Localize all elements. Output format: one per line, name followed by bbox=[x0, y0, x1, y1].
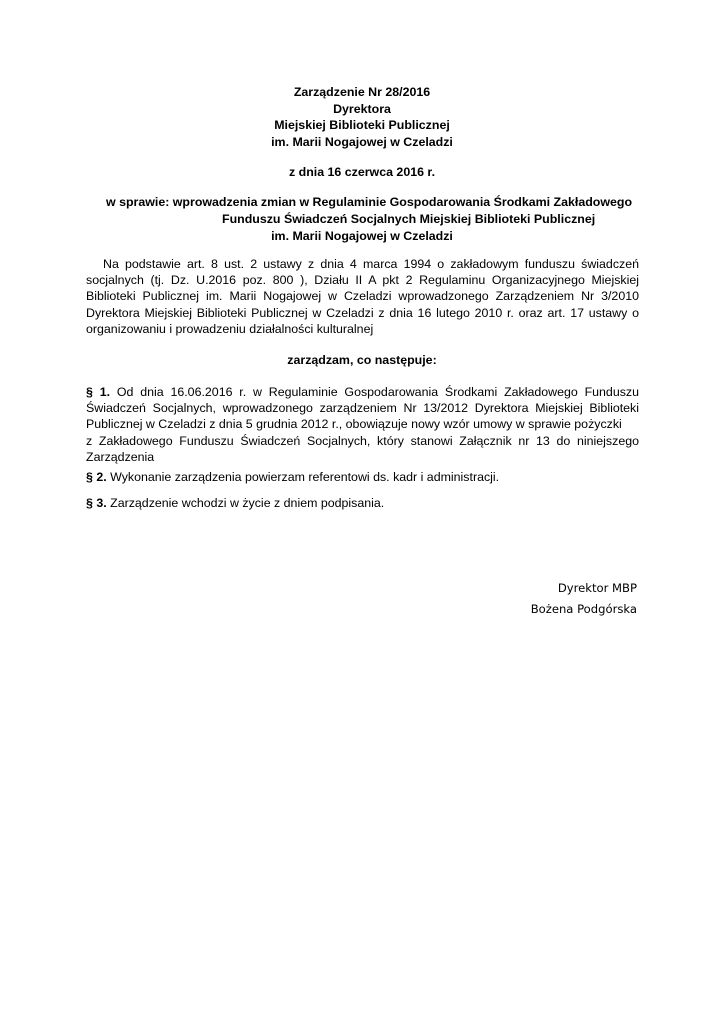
section-1-text: Od dnia 16.06.2016 r. w Regulaminie Gospodarowania Środkami Zakładowego Funduszu bbox=[116, 385, 639, 399]
subject-line-3: im. Marii Nogajowej w Czeladzi bbox=[271, 229, 453, 243]
decree-statement: zarządzam, co następuje: bbox=[287, 353, 437, 367]
decree-number: Zarządzenie Nr 28/2016 bbox=[293, 85, 431, 99]
subject-line-2: Funduszu Świadczeń Socjalnych Miejskiej Biblioteki Publicznej bbox=[222, 212, 596, 226]
legal-basis-paragraph bbox=[86, 256, 639, 337]
legal-basis-line: socjalnych (tj. Dz. U.2016 poz. 800 ), Działu II A pkt 2 Regulaminu Organizacyjnego Miejskiej bbox=[86, 273, 639, 288]
decree-date: z dnia 16 czerwca 2016 r. bbox=[288, 165, 436, 179]
section-1-line: z Zakładowego Funduszu Świadczeń Socjalnych, który stanowi Załącznik nr 13 do niniejszego bbox=[86, 433, 639, 448]
legal-basis-line: organizowaniu i prowadzeniu działalności kulturalnej bbox=[86, 321, 374, 336]
section-1-marker: § 1. bbox=[86, 385, 111, 399]
section-2 bbox=[86, 469, 499, 485]
section-2-text: Wykonanie zarządzenia powierzam referentowi ds. kadr i administracji. bbox=[110, 470, 500, 484]
section-1-line: Świadczeń Socjalnych, wprowadzonego zarządzeniem Nr 13/2012 Dyrektora Miejskiej Biblioteki bbox=[86, 401, 639, 416]
document-header bbox=[0, 84, 724, 150]
issuer-title: Dyrektora bbox=[333, 101, 391, 116]
section-1 bbox=[86, 384, 639, 465]
section-1-line bbox=[86, 384, 639, 400]
section-3-marker: § 3. bbox=[86, 496, 107, 510]
subject-line-1: w sprawie: wprowadzenia zmian w Regulaminie Gospodarowania Środkami Zakładowego bbox=[106, 195, 633, 209]
section-1-line: Zarządzenia bbox=[86, 449, 155, 464]
signature-title: Dyrektor MBP bbox=[557, 581, 637, 595]
legal-basis-line: Na podstawie art. 8 ust. 2 ustawy z dnia 4 marca 1994 o zakładowym funduszu świadczeń bbox=[103, 257, 639, 271]
section-2-marker: § 2. bbox=[86, 470, 107, 484]
section-3-text: Zarządzenie wchodzi w życie z dniem podpisania. bbox=[110, 496, 385, 510]
institution-name: Miejskiej Biblioteki Publicznej bbox=[274, 118, 450, 132]
institution-patron: im. Marii Nogajowej w Czeladzi bbox=[271, 134, 453, 149]
section-1-line: Publicznej w Czeladzi z dnia 5 grudnia 2012 r., obowiązuje nowy wzór umowy w sprawie pożyczki bbox=[86, 417, 622, 432]
legal-basis-line: Dyrektora Miejskiej Biblioteki Publicznej w Czeladzi z dnia 16 lutego 2010 r. oraz art. 17 ustawy o bbox=[86, 305, 639, 320]
signature-name: Bożena Podgórska bbox=[530, 602, 637, 616]
legal-basis-line: Biblioteki Publicznej im. Marii Nogajowej w Czeladzi wprowadzonego Zarządzeniem Nr 3/2010 bbox=[86, 289, 639, 304]
section-3 bbox=[86, 495, 384, 511]
